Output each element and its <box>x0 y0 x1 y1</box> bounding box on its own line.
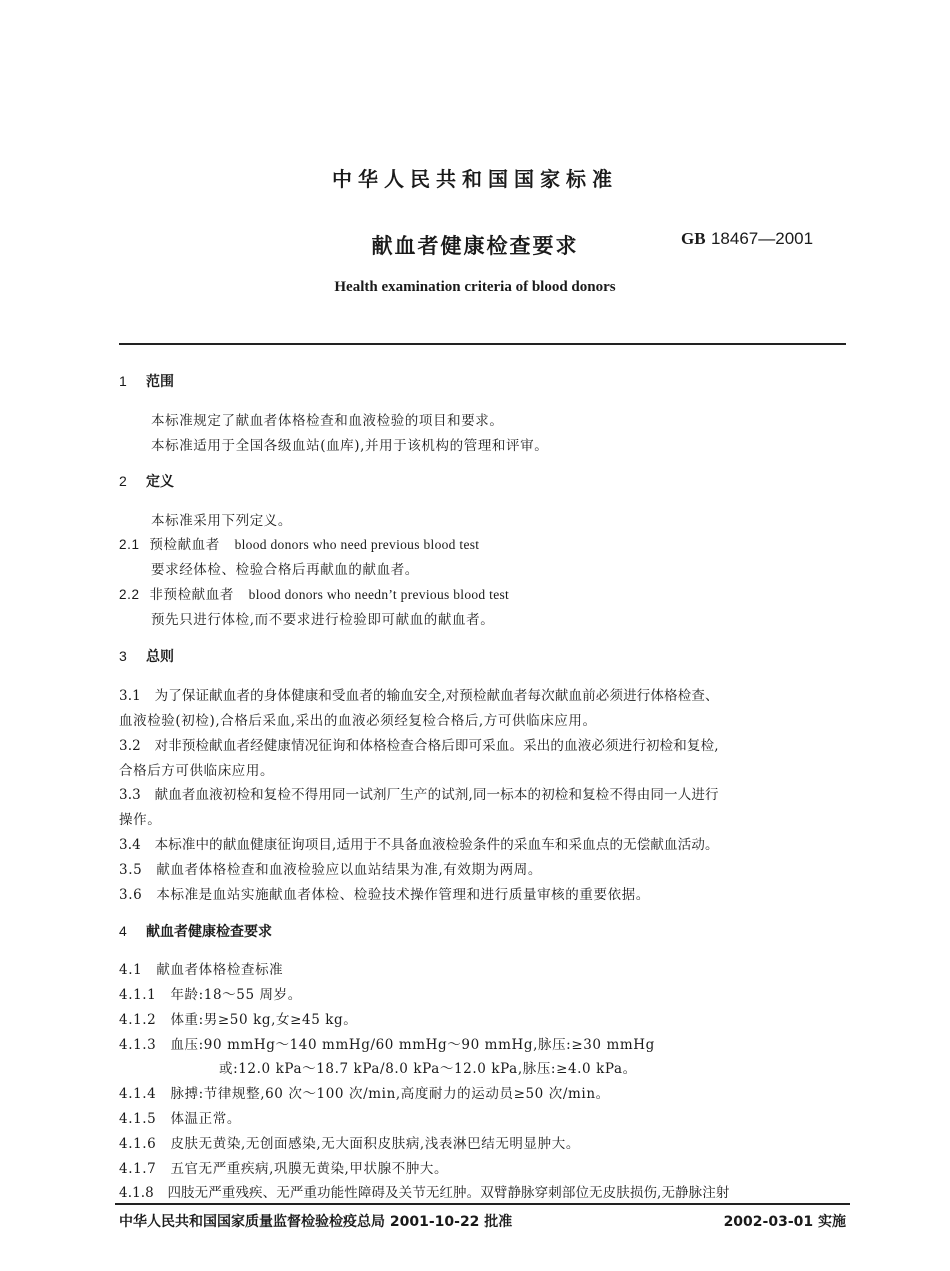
clause-4-1-5: 4.1.5 体温正常。 <box>119 1111 241 1127</box>
section-1-para-2: 本标准适用于全国各级血站(血库),并用于该机构的管理和评审。 <box>151 438 549 454</box>
document-title-cn: 献血者健康检查要求 <box>371 234 579 258</box>
clause-3-5: 3.5 献血者体格检查和血液检验应以血站结果为准,有效期为两周。 <box>119 862 542 878</box>
header-divider <box>119 343 846 345</box>
definition-2-2 <box>119 583 509 603</box>
definition-2-1-term: 预检献血者 <box>149 537 220 553</box>
definition-2-1-number: 2.1 <box>119 537 140 552</box>
section-4-title: 献血者健康检查要求 <box>146 924 272 940</box>
definition-2-2-text: 预先只进行体检,而不要求进行检验即可献血的献血者。 <box>151 612 495 628</box>
clause-3-3-line-2: 操作。 <box>119 812 162 828</box>
clause-4-1-3-line-1: 4.1.3 血压:90 mmHg～140 mmHg/60 mmHg～90 mmHg,脉压:≥30 mmHg <box>119 1037 655 1053</box>
section-4-number: 4 <box>119 923 127 939</box>
standard-name: 中华人民共和国国家标准 <box>332 167 618 191</box>
footer-issuer: 中华人民共和国国家质量监督检验检疫总局 2001-10-22 批准 <box>119 1214 513 1230</box>
clause-4-1-6: 4.1.6 皮肤无黄染,无创面感染,无大面积皮肤病,浅表淋巴结无明显肿大。 <box>119 1136 580 1152</box>
clause-3-1-line-2: 血液检验(初检),合格后采血,采出的血液必须经复检合格后,方可供临床应用。 <box>119 713 597 729</box>
clause-4-1: 4.1 献血者体格检查标准 <box>119 962 284 978</box>
clause-4-1-1: 4.1.1 年龄:18～55 周岁。 <box>119 987 302 1003</box>
section-1-title: 范围 <box>146 374 174 390</box>
clause-4-1-3-line-2: 或:12.0 kPa～18.7 kPa/8.0 kPa～12.0 kPa,脉压:≥4.0 kPa。 <box>219 1061 637 1077</box>
definition-2-2-term: 非预检献血者 <box>149 587 234 603</box>
clause-3-4: 3.4 本标准中的献血健康征询项目,适用于不具备血液检验条件的采血车和采血点的无偿献血活动。 <box>119 837 719 853</box>
footer-implementation-date: 2002-03-01 实施 <box>723 1214 846 1230</box>
standard-code <box>681 229 813 249</box>
section-2-para-1: 本标准采用下列定义。 <box>151 513 292 529</box>
definition-2-1-english: blood donors who need previous blood test <box>234 537 480 552</box>
section-1-heading <box>119 371 174 391</box>
clause-4-1-7: 4.1.7 五官无严重疾病,巩膜无黄染,甲状腺不肿大。 <box>119 1161 449 1177</box>
clause-3-2-line-1: 3.2 对非预检献血者经健康情况征询和体格检查合格后即可采血。采出的血液必须进行初检和复检, <box>119 738 719 754</box>
section-2-title: 定义 <box>146 474 174 490</box>
clause-4-1-4: 4.1.4 脉搏:节律规整,60 次～100 次/min,高度耐力的运动员≥50 次/min。 <box>119 1086 610 1102</box>
clause-3-1-line-1: 3.1 为了保证献血者的身体健康和受血者的输血安全,对预检献血者每次献血前必须进行体格检查、 <box>119 688 719 704</box>
footer-divider <box>115 1203 850 1205</box>
section-3-heading <box>119 646 174 666</box>
standard-code-prefix: GB <box>681 229 706 248</box>
section-3-title: 总则 <box>146 649 174 665</box>
section-3-number: 3 <box>119 648 127 664</box>
clause-3-3-line-1: 3.3 献血者血液初检和复检不得用同一试剂厂生产的试剂,同一标本的初检和复检不得由同一人进行 <box>119 787 719 803</box>
section-4-heading <box>119 921 272 941</box>
section-1-para-1: 本标准规定了献血者体格检查和血液检验的项目和要求。 <box>151 413 504 429</box>
definition-2-2-number: 2.2 <box>119 587 140 602</box>
clause-4-1-2: 4.1.2 体重:男≥50 kg,女≥45 kg。 <box>119 1012 358 1028</box>
definition-2-1-text: 要求经体检、检验合格后再献血的献血者。 <box>151 562 419 578</box>
section-2-number: 2 <box>119 473 127 489</box>
section-1-number: 1 <box>119 373 127 389</box>
clause-3-6: 3.6 本标准是血站实施献血者体检、检验技术操作管理和进行质量审核的重要依据。 <box>119 887 650 903</box>
standard-code-number: 18467—2001 <box>710 229 814 248</box>
clause-3-2-line-2: 合格后方可供临床应用。 <box>119 763 275 779</box>
definition-2-2-english: blood donors who needn’t previous blood test <box>248 587 510 602</box>
definition-2-1 <box>119 533 479 553</box>
document-title-en: Health examination criteria of blood donors <box>334 279 616 295</box>
section-2-heading <box>119 471 174 491</box>
clause-4-1-8: 4.1.8 四肢无严重残疾、无严重功能性障碍及关节无红肿。双臂静脉穿刺部位无皮肤损伤,无静脉注射 <box>119 1185 730 1201</box>
